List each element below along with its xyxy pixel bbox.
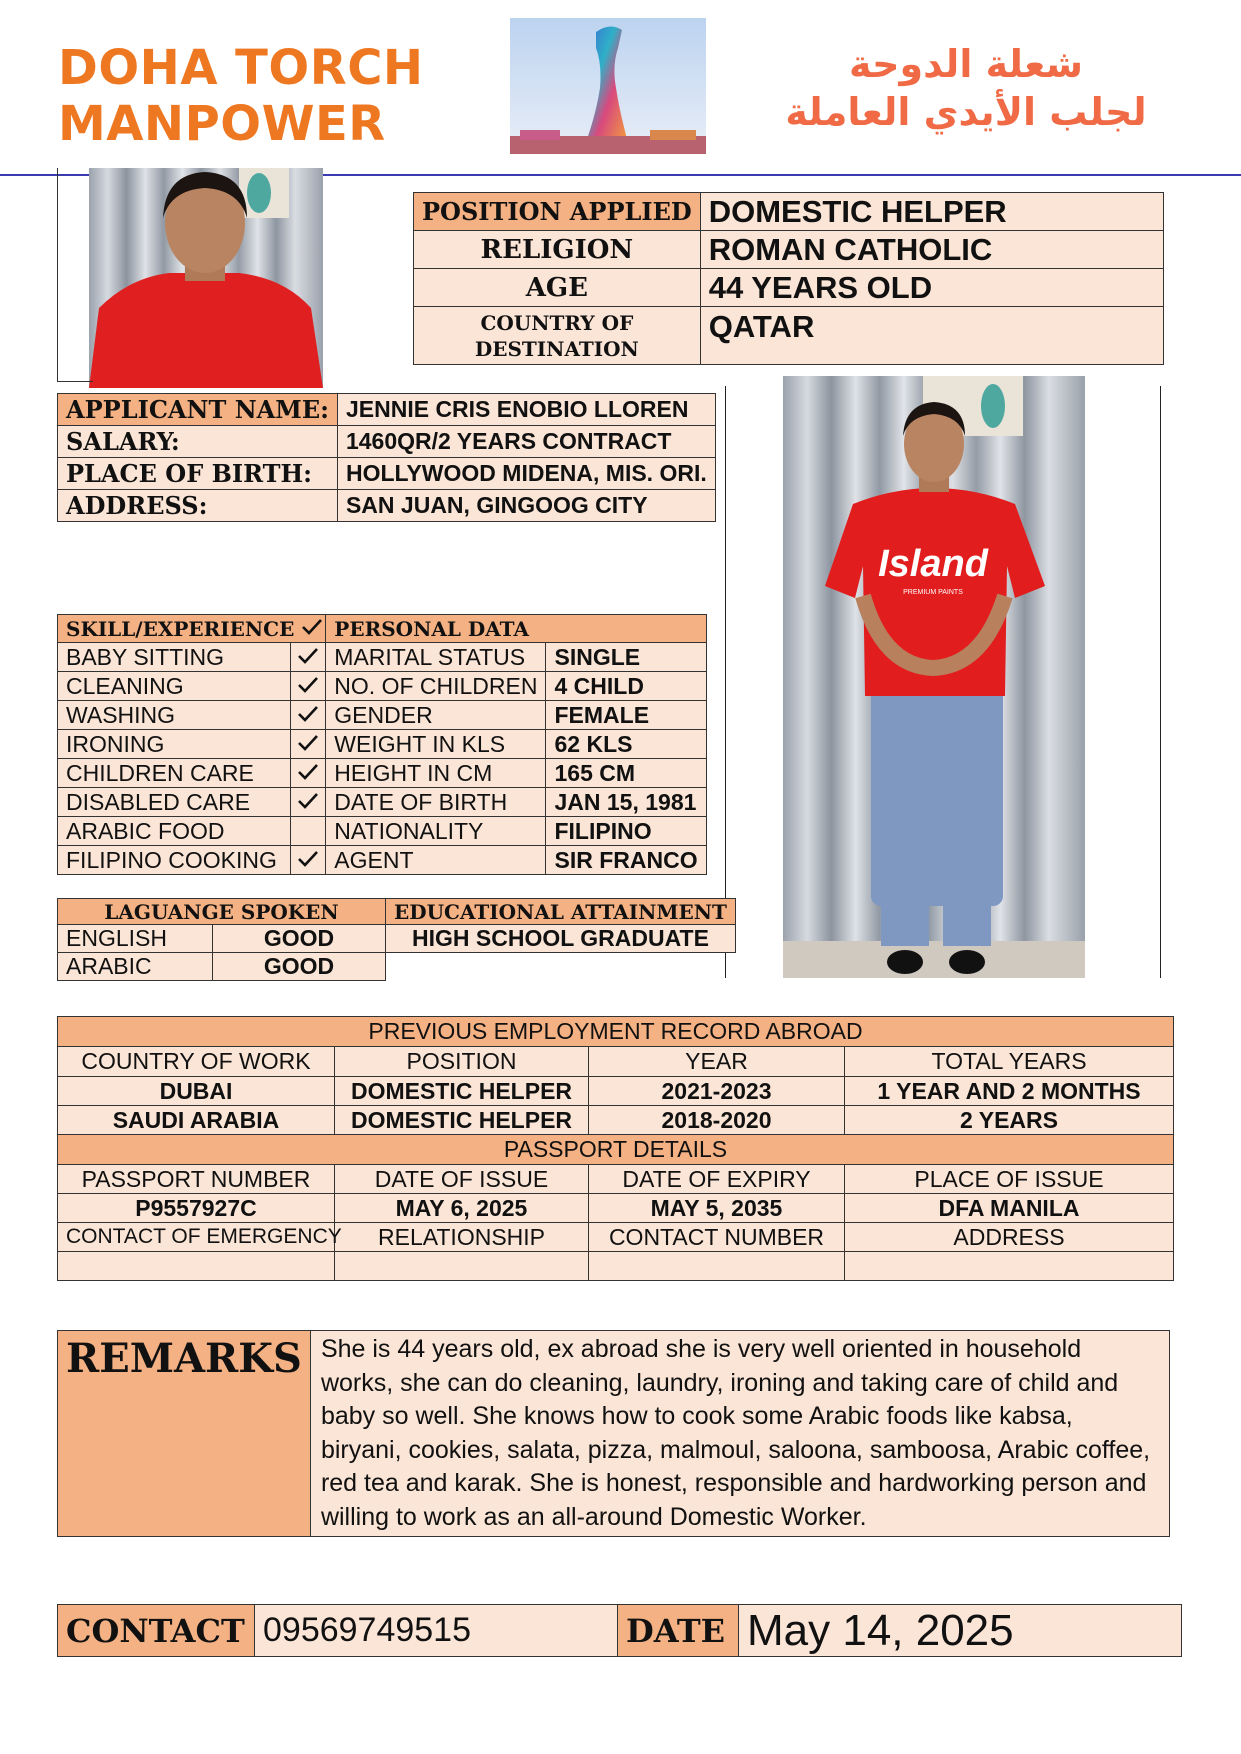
- emergency-col-header: RELATIONSHIP: [335, 1223, 589, 1252]
- employment-cell: 2021-2023: [589, 1077, 845, 1106]
- photo-frame-line: [57, 381, 93, 382]
- employment-col-header: YEAR: [589, 1047, 845, 1077]
- checkmark-icon: [297, 676, 319, 694]
- emergency-col-header: CONTACT NUMBER: [589, 1223, 845, 1252]
- position-label: POSITION APPLIED: [414, 193, 701, 231]
- table-row: [386, 899, 736, 925]
- emergency-cell: [58, 1252, 335, 1281]
- language-header: LAGUANGE SPOKEN: [58, 899, 386, 925]
- employment-cell: DOMESTIC HELPER: [335, 1077, 589, 1106]
- table-row: [58, 643, 707, 672]
- skill-check-cell: [290, 788, 326, 817]
- personal-value: 4 CHILD: [546, 672, 706, 701]
- skills-personal-table: [57, 614, 707, 875]
- age-value: 44 YEARS OLD: [700, 269, 1163, 307]
- skill-name: CLEANING: [58, 672, 291, 701]
- age-label: AGE: [414, 269, 701, 307]
- contact-label: CONTACT: [58, 1605, 255, 1657]
- personal-value: 165 CM: [546, 759, 706, 788]
- table-row: [58, 788, 707, 817]
- passport-cell: MAY 6, 2025: [335, 1194, 589, 1223]
- personal-value: FEMALE: [546, 701, 706, 730]
- applicant-full-body-photo: [783, 376, 1085, 978]
- table-row: [58, 1017, 1174, 1047]
- place-of-birth-value: HOLLYWOOD MIDENA, MIS. ORI.: [337, 458, 715, 490]
- personal-label: NATIONALITY: [326, 817, 546, 846]
- employment-col-header: COUNTRY OF WORK: [58, 1047, 335, 1077]
- table-row: [58, 490, 716, 522]
- education-table: [385, 898, 736, 953]
- applicant-portrait-photo: [89, 168, 323, 388]
- skill-check-cell: [290, 701, 326, 730]
- table-row: [386, 925, 736, 953]
- skill-name: IRONING: [58, 730, 291, 759]
- employment-cell: 2 YEARS: [845, 1106, 1174, 1135]
- personal-label: MARITAL STATUS: [326, 643, 546, 672]
- employment-cell: DOMESTIC HELPER: [335, 1106, 589, 1135]
- address-label: ADDRESS:: [58, 490, 338, 522]
- remarks-label: REMARKS: [58, 1331, 311, 1537]
- shirt-logo-text: Island: [878, 543, 988, 585]
- table-row: [58, 426, 716, 458]
- skill-check-cell: [290, 817, 326, 846]
- employment-passport-table: [57, 1016, 1174, 1281]
- skill-check-cell: [290, 846, 326, 875]
- education-value: HIGH SCHOOL GRADUATE: [386, 925, 736, 953]
- place-of-birth-label: PLACE OF BIRTH:: [58, 458, 338, 490]
- date-value: May 14, 2025: [739, 1605, 1182, 1657]
- passport-title: PASSPORT DETAILS: [58, 1135, 1174, 1165]
- table-row: [58, 1047, 1174, 1077]
- education-header: EDUCATIONAL ATTAINMENT: [386, 899, 736, 925]
- applicant-name-value: JENNIE CRIS ENOBIO LLOREN: [337, 394, 715, 426]
- skill-check-cell: [290, 730, 326, 759]
- passport-cell: MAY 5, 2035: [589, 1194, 845, 1223]
- personal-label: AGENT: [326, 846, 546, 875]
- date-label: DATE: [618, 1605, 739, 1657]
- personal-label: WEIGHT IN KLS: [326, 730, 546, 759]
- personal-value: JAN 15, 1981: [546, 788, 706, 817]
- arabic-line1: شعلة الدوحة: [849, 42, 1083, 86]
- personal-label: HEIGHT IN CM: [326, 759, 546, 788]
- checkmark-icon: [297, 763, 319, 781]
- table-row: [414, 269, 1164, 307]
- table-row: [58, 759, 707, 788]
- language-table: [57, 898, 386, 981]
- religion-value: ROMAN CATHOLIC: [700, 231, 1163, 269]
- applicant-name-label: APPLICANT NAME:: [58, 394, 338, 426]
- table-row: [58, 730, 707, 759]
- table-row: [58, 925, 386, 953]
- emergency-col-header: CONTACT OF EMERGENCY: [58, 1223, 335, 1252]
- checkmark-icon: [297, 850, 319, 868]
- personal-value: SIR FRANCO: [546, 846, 706, 875]
- table-row: [58, 817, 707, 846]
- skill-check-cell: [290, 672, 326, 701]
- skill-check-cell: [290, 643, 326, 672]
- applicant-table: [57, 393, 716, 522]
- skill-name: BABY SITTING: [58, 643, 291, 672]
- salary-value: 1460QR/2 YEARS CONTRACT: [337, 426, 715, 458]
- doha-torch-logo: [510, 18, 706, 154]
- emergency-col-header: ADDRESS: [845, 1223, 1174, 1252]
- table-row: [58, 458, 716, 490]
- personal-label: NO. OF CHILDREN: [326, 672, 546, 701]
- remarks-text: She is 44 years old, ex abroad she is very well oriented in household works, she can do cleaning, laundry, ironing and taking care of child and baby so well. She knows how to cook some Arabic foods like kabsa, biryani, cookies, salata, pizza, malmoul, saloona, samboosa, Arabic coffee, red tea and karak. She is honest, responsible and hardworking person and willing to work as an all-around Domestic Worker.: [310, 1331, 1169, 1537]
- photo-frame-line: [57, 168, 58, 382]
- skills-header: SKILL/EXPERIENCE: [66, 616, 295, 641]
- passport-col-header: PLACE OF ISSUE: [845, 1165, 1174, 1194]
- table-row: [58, 672, 707, 701]
- table-row: [58, 1135, 1174, 1165]
- company-name-line2: MANPOWER: [58, 96, 386, 152]
- emergency-cell: [589, 1252, 845, 1281]
- table-row: [58, 1331, 1170, 1537]
- passport-cell: P9557927C: [58, 1194, 335, 1223]
- employment-cell: DUBAI: [58, 1077, 335, 1106]
- salary-label: SALARY:: [58, 426, 338, 458]
- table-row: [58, 899, 386, 925]
- skill-name: FILIPINO COOKING: [58, 846, 291, 875]
- table-row: [58, 1194, 1174, 1223]
- contact-value: 09569749515: [255, 1605, 618, 1657]
- table-row: [58, 1106, 1174, 1135]
- language-level: GOOD: [213, 925, 386, 953]
- language-name: ARABIC: [58, 953, 213, 981]
- personal-label: DATE OF BIRTH: [326, 788, 546, 817]
- checkmark-icon: [297, 647, 319, 665]
- personal-value: SINGLE: [546, 643, 706, 672]
- skill-name: CHILDREN CARE: [58, 759, 291, 788]
- table-row: [414, 193, 1164, 231]
- personal-value: 62 KLS: [546, 730, 706, 759]
- skill-name: WASHING: [58, 701, 291, 730]
- remarks-table: [57, 1330, 1170, 1537]
- personal-label: GENDER: [326, 701, 546, 730]
- employment-col-header: POSITION: [335, 1047, 589, 1077]
- arabic-line2: لجلب الأيدي العاملة: [785, 90, 1147, 134]
- passport-cell: DFA MANILA: [845, 1194, 1174, 1223]
- passport-col-header: DATE OF ISSUE: [335, 1165, 589, 1194]
- employment-title: PREVIOUS EMPLOYMENT RECORD ABROAD: [58, 1017, 1174, 1047]
- table-row: [414, 307, 1164, 365]
- table-row: [58, 701, 707, 730]
- checkmark-icon: [301, 618, 323, 636]
- skills-header-cell: [58, 615, 326, 643]
- arabic-company-name: [731, 40, 1201, 136]
- language-level: GOOD: [213, 953, 386, 981]
- personal-value: FILIPINO: [546, 817, 706, 846]
- table-row: [58, 615, 707, 643]
- table-row: [58, 846, 707, 875]
- table-row: [58, 1605, 1182, 1657]
- religion-label: RELIGION: [414, 231, 701, 269]
- checkmark-icon: [297, 792, 319, 810]
- address-value: SAN JUAN, GINGOOG CITY: [337, 490, 715, 522]
- position-table: [413, 192, 1164, 365]
- shirt-logo-subtext: PREMIUM PAINTS: [903, 589, 963, 596]
- table-row: [58, 953, 386, 981]
- checkmark-icon: [297, 705, 319, 723]
- table-row: [58, 1223, 1174, 1252]
- emergency-cell: [845, 1252, 1174, 1281]
- language-name: ENGLISH: [58, 925, 213, 953]
- table-row: [58, 1077, 1174, 1106]
- destination-label: COUNTRY OF DESTINATION: [414, 307, 701, 365]
- footer-table: [57, 1604, 1182, 1657]
- table-row: [414, 231, 1164, 269]
- table-row: [58, 1252, 1174, 1281]
- employment-cell: SAUDI ARABIA: [58, 1106, 335, 1135]
- position-value: DOMESTIC HELPER: [700, 193, 1163, 231]
- passport-col-header: PASSPORT NUMBER: [58, 1165, 335, 1194]
- company-name-line1: DOHA TORCH: [58, 40, 424, 96]
- table-row: [58, 394, 716, 426]
- destination-value: QATAR: [700, 307, 1163, 365]
- employment-cell: 2018-2020: [589, 1106, 845, 1135]
- passport-col-header: DATE OF EXPIRY: [589, 1165, 845, 1194]
- employment-cell: 1 YEAR AND 2 MONTHS: [845, 1077, 1174, 1106]
- employment-col-header: TOTAL YEARS: [845, 1047, 1174, 1077]
- skill-check-cell: [290, 759, 326, 788]
- skill-name: ARABIC FOOD: [58, 817, 291, 846]
- company-name: [58, 40, 424, 152]
- personal-header: PERSONAL DATA: [326, 615, 706, 643]
- table-row: [58, 1165, 1174, 1194]
- skill-name: DISABLED CARE: [58, 788, 291, 817]
- checkmark-icon: [297, 734, 319, 752]
- emergency-cell: [335, 1252, 589, 1281]
